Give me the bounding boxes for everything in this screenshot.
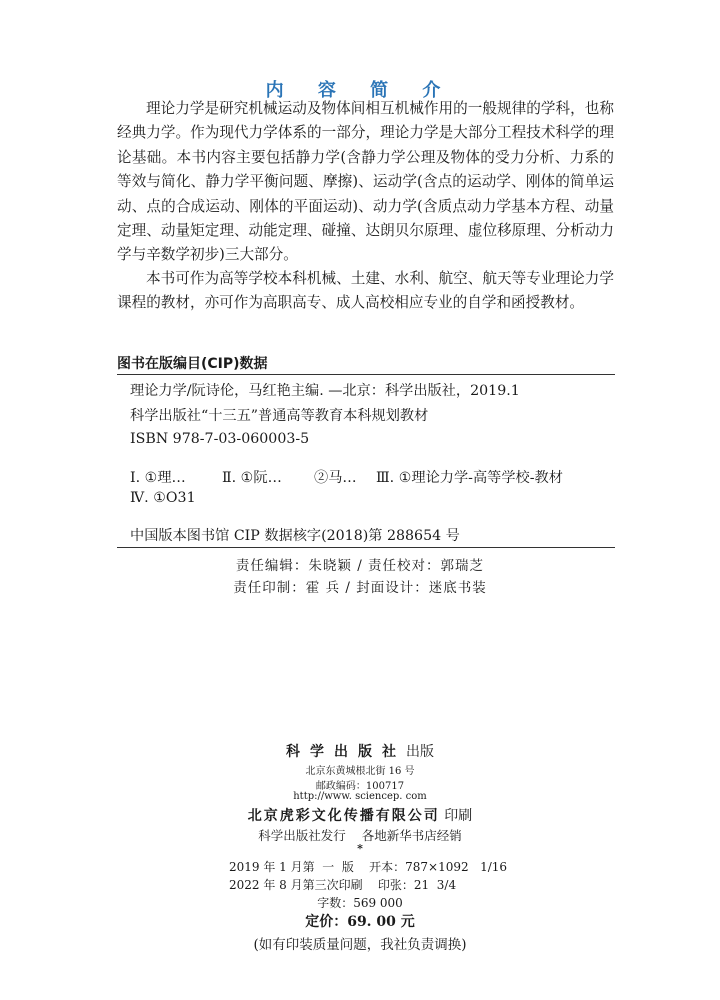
cip-classification-line-2: Ⅳ. ①O31 (130, 490, 196, 506)
publisher-address: 北京东黄城根北街 16 号 (305, 766, 415, 777)
quality-notice: (如有印装质量问题，我社负责调换) (253, 937, 467, 953)
printer-line (0, 805, 720, 825)
cip-title-line: 理论力学/阮诗伦，马红艳主编. —北京：科学出版社，2019.1 (130, 383, 520, 399)
word-count: 字数：569 000 (317, 896, 403, 910)
publisher-postcode: 邮政编码：100717 (315, 781, 405, 792)
staff-print-design: 责任印制：霍 兵 / 封面设计：迷底书装 (233, 580, 487, 596)
printer-suffix: 印刷 (444, 808, 473, 824)
publisher-name-suffix: 出版 (406, 744, 434, 760)
cip-class-2: Ⅱ. ①阮… (222, 470, 282, 486)
separator-star: * (357, 842, 363, 855)
staff-editors: 责任编辑：朱晓颖 / 责任校对：郭瑞芝 (235, 558, 485, 574)
intro-title: 内 容 简 介 (265, 80, 455, 101)
edition-line-2: 2022 年 8 月第三次印刷 印张：21 3/4 (229, 878, 457, 892)
intro-paragraph-2: 本书可作为高等学校本科机械、土建、水利、航空、航天等专业理论力学课程的教材，亦可作为高职高专、成人高校相应专业的自学和函授教材。 (117, 270, 614, 312)
edition-line-1: 2019 年 1 月第 一 版 开本：787×1092 1/16 (229, 860, 508, 874)
intro-paragraph-1: 理论力学是研究机械运动及物体间相互机械作用的一般规律的学科，也称经典力学。作为现代力学体系的一部分，理论力学是大部分工程技术科学的理论基础。本书内容主要包括静力学(含静力学公理及物体的受力分析、力系的等效与简化、静力学平衡问题、摩擦)、运动学(含点的运动学、刚体的简单运动、点的合成运动、刚体的平面运动)、动力学(含质点动力学基本方程、动量定理、动量矩定理、动能定理、碰撞、达朗贝尔原理、虚位移原理、分析动力学与辛数学初步)三大部分。 (117, 100, 614, 264)
cip-isbn-line: ISBN 978-7-03-060003-5 (130, 431, 310, 447)
printer-name: 北京虎彩文化传播有限公司 (247, 808, 440, 824)
cip-number-line: 中国版本图书馆 CIP 数据核字(2018)第 288654 号 (130, 528, 460, 544)
cip-series-line: 科学出版社“十三五”普通高等教育本科规划教材 (130, 408, 429, 424)
publisher-name: 科学出版社 (286, 744, 406, 760)
distribution-line: 科学出版社发行 各地新华书店经销 (258, 828, 462, 843)
publisher-name-line (0, 741, 720, 761)
price: 定价：69. 00 元 (305, 914, 415, 930)
cip-classification-line (130, 467, 563, 487)
cip-class-4: Ⅲ. ①理论力学-高等学校-教材 (376, 470, 563, 486)
cip-bottom-rule (117, 547, 615, 548)
cip-heading: 图书在版编目(CIP)数据 (117, 356, 268, 372)
cip-class-3: ②马… (314, 470, 357, 486)
cip-class-1: Ⅰ. ①理… (130, 470, 186, 486)
cip-top-rule (117, 374, 615, 375)
publisher-url: http://www. sciencep. com (293, 791, 427, 802)
